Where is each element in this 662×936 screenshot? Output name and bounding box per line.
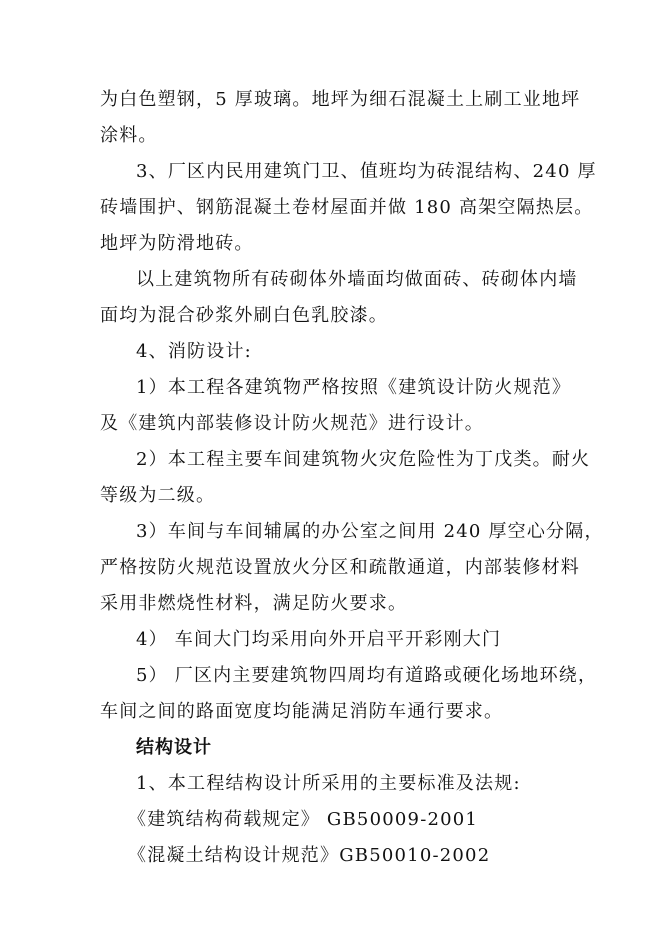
text-line: 采用非燃烧性材料，满足防火要求。: [100, 593, 408, 614]
text-line: 《建筑结构荷载规定》 GB50009-2001: [128, 809, 479, 830]
text-line: 5） 厂区内主要建筑物四周均有道路或硬化场地环绕，: [136, 665, 598, 686]
text-line: 车间之间的路面宽度均能满足消防车通行要求。: [100, 701, 504, 722]
section-heading: 结构设计: [136, 737, 212, 758]
text-line: 砖墙围护、钢筋混凝土卷材屋面并做 180 高架空隔热层。: [100, 197, 594, 218]
text-line: 为白色塑钢，5 厚玻璃。地坪为细石混凝土上刷工业地坪: [100, 89, 581, 110]
text-line: 等级为二级。: [100, 485, 216, 506]
text-line: 面均为混合砂浆外刷白色乳胶漆。: [100, 305, 388, 326]
text-line: 及《建筑内部装修设计防火规范》进行设计。: [100, 413, 484, 434]
text-line: 《混凝土结构设计规范》GB50010-2002: [128, 845, 491, 866]
text-line: 严格按防火规范设置放火分区和疏散通道，内部装修材料: [100, 557, 580, 578]
text-line: 涂料。: [100, 125, 158, 146]
text-line: 以上建筑物所有砖砌体外墙面均做面砖、砖砌体内墙: [136, 269, 578, 290]
text-line: 2）本工程主要车间建筑物火灾危险性为丁戊类。耐火: [136, 449, 591, 470]
text-line: 1、本工程结构设计所采用的主要标准及法规:: [136, 773, 521, 794]
text-line: 3）车间与车间辅属的办公室之间用 240 厚空心分隔，: [136, 521, 604, 542]
text-line: 1）本工程各建筑物严格按照《建筑设计防火规范》: [136, 377, 572, 398]
text-line: 4） 车间大门均采用向外开启平开彩刚大门: [136, 629, 502, 650]
text-line: 4、消防设计:: [136, 341, 252, 362]
text-line: 地坪为防滑地砖。: [100, 233, 254, 254]
text-line: 3、厂区内民用建筑门卫、值班均为砖混结构、240 厚: [136, 161, 597, 182]
